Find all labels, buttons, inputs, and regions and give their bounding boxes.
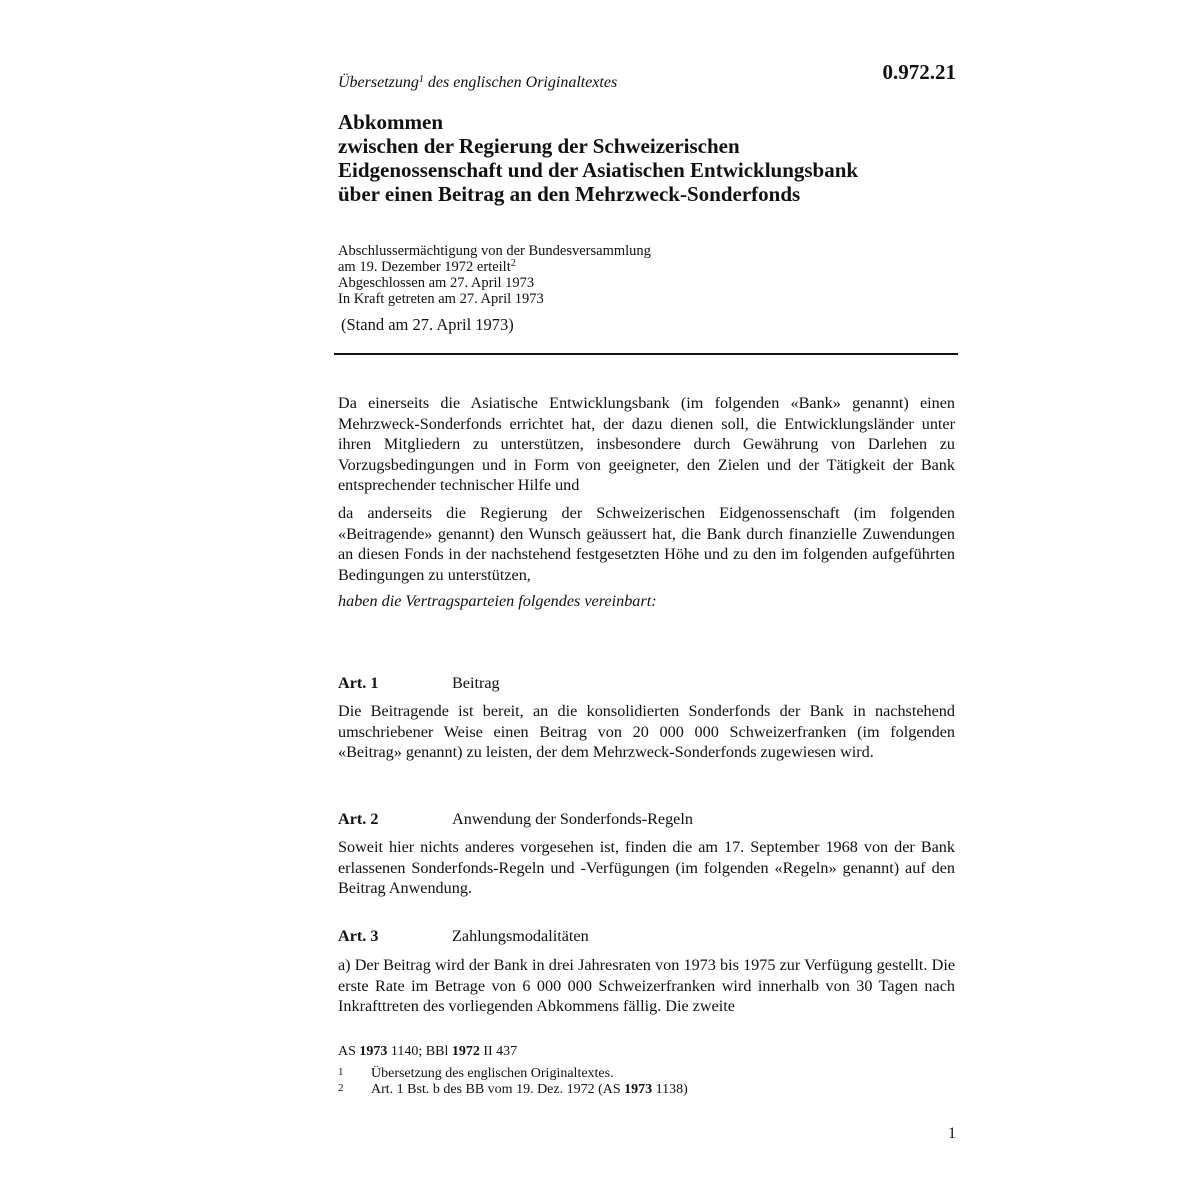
source-reference	[338, 1044, 517, 1060]
source-as-year: 1973	[359, 1044, 388, 1059]
article-3-number: Art. 3	[338, 927, 379, 945]
translation-note	[338, 74, 617, 92]
meta-line-2-text: am 19. Dezember 1972 erteilt	[338, 259, 511, 275]
meta-line-2	[338, 259, 651, 275]
article-1-number: Art. 1	[338, 674, 379, 692]
meta-line-1: Abschlussermächtigung von der Bundesversammlung	[338, 243, 651, 259]
source-bbl-label: 1140; BBl	[387, 1044, 452, 1059]
title-line-4: über einen Beitrag an den Mehrzweck-Sonderfonds	[338, 182, 801, 206]
meta-line-4: In Kraft getreten am 27. April 1973	[338, 291, 544, 307]
footnote-2	[338, 1081, 688, 1097]
translation-note-footnote-mark[interactable]: 1	[418, 74, 424, 85]
footnote-2-mark: 2	[338, 1082, 344, 1094]
article-2-title: Anwendung der Sonderfonds-Regeln	[452, 810, 693, 828]
footnote-2-text-end: 1138)	[652, 1082, 688, 1097]
document-title	[338, 110, 978, 206]
header-divider	[334, 353, 958, 355]
footnote-1-text: Übersetzung des englischen Originaltextes.	[371, 1066, 614, 1081]
article-1-text: Die Beitragende ist bereit, an die konsolidierten Sonderfonds der Bank in nachstehend umschriebener Weise einen Beitrag von 20 000 000 Schweizerfranken (im folgenden «Beitrag» genannt) zu leisten, der dem Mehrzweck-Sonderfonds zugewiesen wird.	[338, 702, 955, 761]
translation-note-prefix: Übersetzung	[338, 74, 419, 91]
article-3-title: Zahlungsmodalitäten	[452, 927, 589, 945]
document-number: 0.972.21	[882, 60, 956, 84]
preamble-agreement-line: haben die Vertragsparteien folgendes vereinbart:	[338, 592, 657, 610]
page-number: 1	[948, 1125, 956, 1142]
source-bbl-page: II 437	[479, 1044, 518, 1059]
title-line-2: zwischen der Regierung der Schweizerischen	[338, 134, 740, 158]
article-2-text: Soweit hier nichts anderes vorgesehen ist, finden die am 17. September 1968 von der Bank erlassenen Sonderfonds-Regeln und -Verfügungen (im folgenden «Regeln» genannt) auf den Beitrag Anwendung.	[338, 838, 955, 897]
article-1-title: Beitrag	[452, 674, 500, 692]
preamble-paragraph-1: Da einerseits die Asiatische Entwicklungsbank (im folgenden «Bank» genannt) einen Mehrzweck-Sonderfonds errichtet hat, der dazu dienen soll, die Entwicklungsländer unter ihren Mitgliedern zu unterstützen, insbesondere durch Gewährung von Darlehen zu Vorzugsbedingungen und in Form von geeigneter, den Zielen und der Tätigkeit der Bank entsprechender technischer Hilfe und	[338, 394, 955, 494]
meta-footnote-mark[interactable]: 2	[510, 258, 516, 269]
translation-note-suffix: des englischen Originaltextes	[423, 74, 618, 91]
preamble-paragraph-2: da anderseits die Regierung der Schweizerischen Eidgenossenschaft (im folgenden «Beitragende» genannt) den Wunsch geäussert hat, die Bank durch finanzielle Zuwendungen an diesen Fonds in der nachstehend festgesetzten Höhe und zu den im folgenden aufgeführten Bedingungen zu unterstützen,	[338, 504, 955, 584]
footnote-1-mark: 1	[338, 1066, 344, 1078]
source-bbl-year: 1972	[451, 1044, 480, 1059]
title-line-3: Eidgenossenschaft und der Asiatischen Entwicklungsbank	[338, 158, 859, 182]
footnote-2-year: 1973	[624, 1082, 653, 1097]
article-2-number: Art. 2	[338, 810, 379, 828]
meta-line-3: Abgeschlossen am 27. April 1973	[338, 275, 535, 291]
footnote-1	[338, 1065, 614, 1081]
footnote-2-text: Art. 1 Bst. b des BB vom 19. Dez. 1972 (AS	[371, 1082, 625, 1097]
article-3-text: a) Der Beitrag wird der Bank in drei Jahresraten von 1973 bis 1975 zur Verfügung gestellt. Die erste Rate im Betrage von 6 000 000 Schweizerfranken wird innerhalb von 30 Tagen nach Inkrafttreten des vorliegenden Abkommens fällig. Die zweite	[338, 956, 955, 1015]
source-as-label: AS	[338, 1044, 360, 1059]
title-line-1: Abkommen	[338, 110, 444, 134]
enactment-info	[338, 243, 651, 307]
status-date: (Stand am 27. April 1973)	[341, 315, 514, 334]
